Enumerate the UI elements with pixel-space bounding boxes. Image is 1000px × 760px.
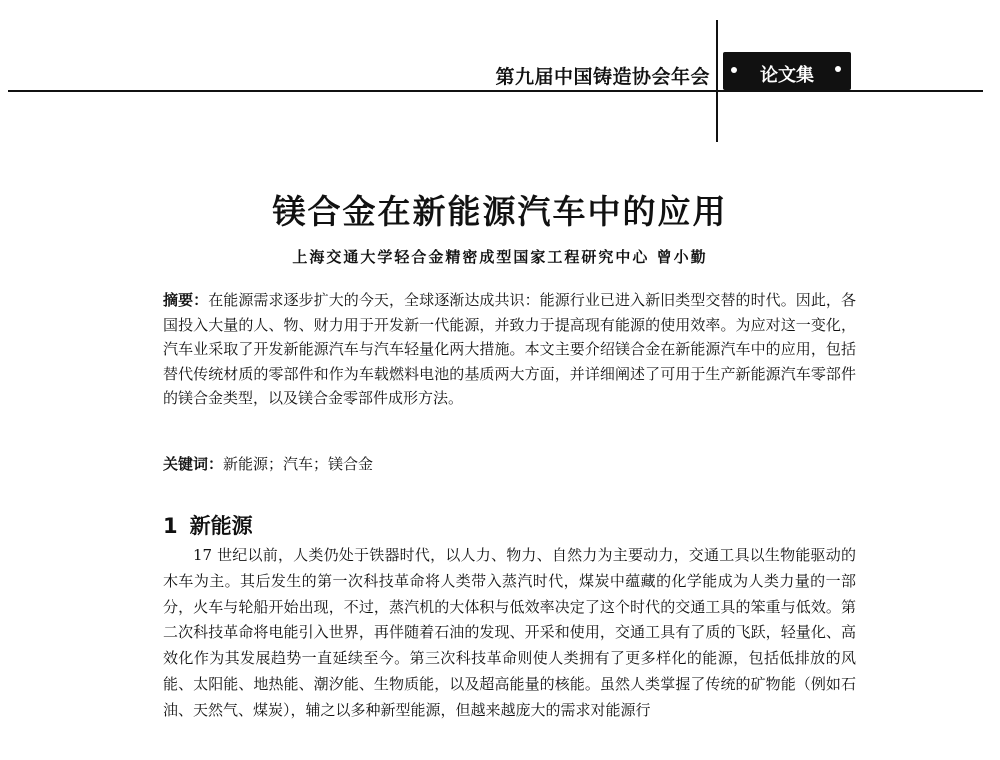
proceedings-tag-label: 论文集 [760, 65, 814, 86]
header-rule [8, 90, 983, 92]
conference-name: 第九届中国铸造协会年会 [495, 66, 710, 88]
author-affiliation: 上海交通大学轻合金精密成型国家工程研究中心 曾小勤 [292, 248, 708, 266]
abstract-text: 在能源需求逐步扩大的今天，全球逐渐达成共识：能源行业已进入新旧类型交替的时代。因此，各国投入大量的人、物、财力用于开发新一代能源，并致力于提高现有能源的使用效率。为应对这一变化，汽车业采取了开发新能源汽车与汽车轻量化两大措施。本文主要介绍镁合金在新能源汽车中的应用，包括替代传统材质的零部件和作为车载燃料电池的基质两大方面，并详细阐述了可用于生产新能源汽车零部件的镁合金类型，以及镁合金零部件成形方法。 [163, 291, 856, 407]
header-vertical-rule [716, 20, 718, 142]
paper-title: 镁合金在新能源汽车中的应用 [272, 192, 728, 231]
section-title: 新能源 [189, 514, 253, 538]
proceedings-tag [723, 52, 851, 90]
keywords [163, 452, 856, 476]
keywords-label: 关键词： [163, 455, 224, 473]
section-heading [163, 510, 253, 540]
abstract-label: 摘要： [163, 291, 209, 309]
section-number: 1 [163, 514, 178, 538]
abstract [163, 288, 856, 411]
section-body-paragraph: 17 世纪以前，人类仍处于铁器时代，以人力、物力、自然力为主要动力，交通工具以生物能驱动的木车为主。其后发生的第一次科技革命将人类带入蒸汽时代，煤炭中蕴藏的化学能成为人类力量的一部分，火车与轮船开始出现，不过，蒸汽机的大体积与低效率决定了这个时代的交通工具的笨重与低效。第二次科技革命将电能引入世界，再伴随着石油的发现、开采和使用，交通工具有了质的飞跃，轻量化、高效化作为其发展趋势一直延续至今。第三次科技革命则使人类拥有了更多样化的能源，包括低排放的风能、太阳能、地热能、潮汐能、生物质能，以及超高能量的核能。虽然人类掌握了传统的矿物能（例如石油、天然气、煤炭），辅之以多种新型能源，但越来越庞大的需求对能源行 [163, 546, 856, 719]
keywords-text: 新能源；汽车；镁合金 [223, 455, 374, 473]
